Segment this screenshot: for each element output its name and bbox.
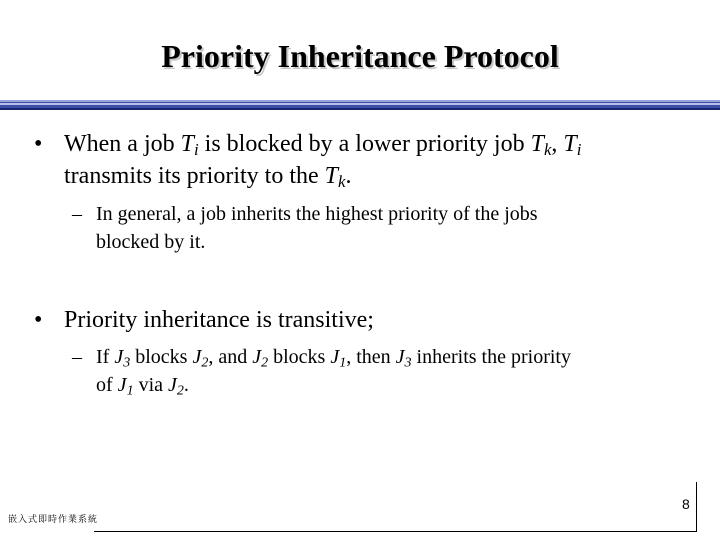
bullet-1-line-1: When a job $T_i$ is blocked by a lower priority job $T_k$, $T_i$ bbox=[64, 131, 582, 160]
page-number: 8 bbox=[682, 496, 690, 512]
sub-bullet-1-text bbox=[96, 200, 696, 256]
sub-bullet-2-text bbox=[96, 343, 696, 399]
footer-horizontal-rule bbox=[94, 531, 697, 532]
sub-bullet-2-line-1: If $J_3$ blocks $J_2$, and $J_2$ blocks $J_1$, then $J_3$ inherits the priority bbox=[96, 346, 571, 371]
title-divider bbox=[0, 100, 720, 110]
sub-bullet-1-line-2: blocked by it. bbox=[96, 231, 206, 253]
sub-bullet-2-line-2: of $J_1$ via $J_2$. bbox=[96, 374, 189, 399]
bullet-marker: • bbox=[34, 131, 43, 157]
title-divider-highlight bbox=[0, 103, 720, 105]
bullet-marker: • bbox=[34, 307, 43, 333]
dash-marker: – bbox=[72, 203, 82, 225]
bullet-1-line-2: transmits its priority to the $T_k$. bbox=[64, 163, 352, 192]
sub-bullet-1-line-1: In general, a job inherits the highest priority of the jobs bbox=[96, 203, 538, 225]
footer-course-name: 嵌入式即時作業系統 bbox=[8, 514, 99, 524]
footer-vertical-rule bbox=[696, 482, 697, 532]
bullet-2-text: Priority inheritance is transitive; bbox=[64, 307, 374, 333]
bullet-1-text bbox=[64, 128, 704, 192]
slide-title: Priority Inheritance Protocol bbox=[161, 38, 559, 74]
dash-marker: – bbox=[72, 346, 82, 368]
